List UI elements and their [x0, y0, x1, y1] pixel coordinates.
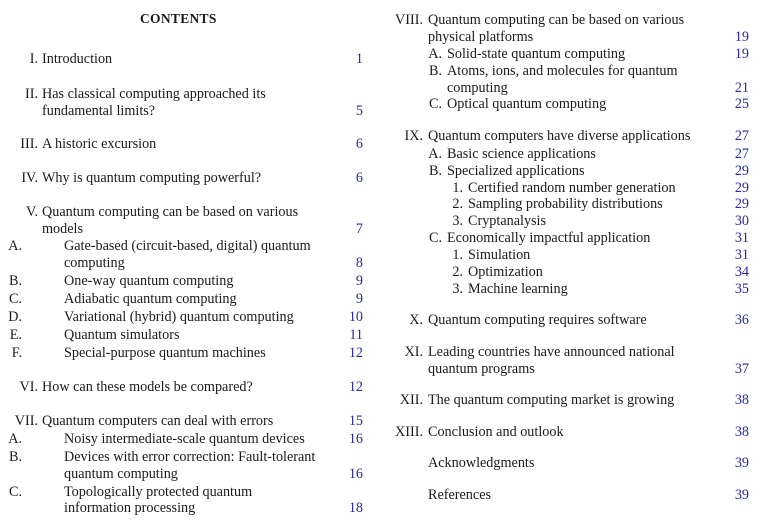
- section-title: information processing: [64, 500, 196, 516]
- page-number[interactable]: 9: [355, 273, 363, 289]
- section-title: Atoms, ions, and molecules for quantum: [447, 63, 678, 79]
- contents-title: CONTENTS: [140, 11, 217, 26]
- section-number: IX.: [404, 128, 423, 144]
- section-number: II.: [25, 86, 38, 102]
- page-number[interactable]: 31: [734, 247, 749, 263]
- page-number[interactable]: 39: [734, 487, 749, 503]
- page-number[interactable]: 39: [734, 455, 749, 471]
- section-title: One-way quantum computing: [64, 273, 234, 289]
- section-title: Variational (hybrid) quantum computing: [64, 309, 294, 325]
- section-number: XIII.: [395, 424, 423, 440]
- section-number: C.: [8, 484, 22, 500]
- section-title: Quantum computing can be based on various: [42, 204, 299, 220]
- section-number: 1.: [452, 180, 463, 196]
- section-number: V.: [26, 204, 38, 220]
- section-number: VI.: [19, 379, 38, 395]
- page-number[interactable]: 6: [355, 170, 363, 186]
- section-title: Machine learning: [468, 281, 568, 297]
- section-title: Certified random number generation: [468, 180, 676, 196]
- section-number: B.: [8, 449, 22, 465]
- page-number[interactable]: 38: [734, 424, 749, 440]
- section-number: A.: [8, 431, 22, 447]
- page-number[interactable]: 35: [734, 281, 749, 297]
- page-number[interactable]: 27: [734, 128, 749, 144]
- section-title: Optimization: [468, 264, 543, 280]
- section-title: How can these models be compared?: [42, 379, 253, 395]
- section-number: 1.: [452, 247, 463, 263]
- page-number[interactable]: 36: [734, 312, 749, 328]
- page-number[interactable]: 12: [348, 345, 363, 361]
- section-title: Simulation: [468, 247, 531, 263]
- section-number: VIII.: [395, 12, 423, 28]
- section-title: Specialized applications: [447, 163, 585, 179]
- section-number: D.: [8, 309, 22, 325]
- section-number: A.: [428, 46, 442, 62]
- section-number: B.: [8, 273, 22, 289]
- page-number[interactable]: 38: [734, 392, 749, 408]
- section-number: IV.: [21, 170, 38, 186]
- page-number[interactable]: 15: [348, 413, 363, 429]
- section-title: Quantum computers have diverse applications: [428, 128, 691, 144]
- section-title: References: [428, 487, 492, 503]
- page-number[interactable]: 29: [734, 196, 749, 212]
- section-title: A historic excursion: [42, 136, 157, 152]
- section-number: 2.: [452, 264, 463, 280]
- section-number: C.: [428, 230, 442, 246]
- page-number[interactable]: 31: [734, 230, 749, 246]
- section-number: XII.: [399, 392, 423, 408]
- section-number: III.: [20, 136, 38, 152]
- section-number: E.: [9, 327, 22, 343]
- section-title: Why is quantum computing powerful?: [42, 170, 262, 186]
- section-title: Quantum computing requires software: [428, 312, 647, 328]
- page-number[interactable]: 19: [734, 46, 749, 62]
- section-title: computing: [64, 255, 125, 271]
- page-number[interactable]: 9: [355, 291, 363, 307]
- page-number[interactable]: 16: [348, 466, 363, 482]
- section-title: Gate-based (circuit-based, digital) quantum: [64, 238, 311, 254]
- section-title: Devices with error correction: Fault-tolerant: [64, 449, 316, 465]
- section-title: Adiabatic quantum computing: [64, 291, 237, 307]
- section-title: Leading countries have announced national: [428, 344, 675, 360]
- page-number[interactable]: 10: [348, 309, 363, 325]
- section-title: Quantum computing can be based on various: [428, 12, 685, 28]
- page-number[interactable]: 1: [355, 51, 363, 67]
- section-title: Quantum computers can deal with errors: [42, 413, 274, 429]
- page-number[interactable]: 5: [355, 103, 363, 119]
- section-title: Basic science applications: [447, 146, 596, 162]
- page-number[interactable]: 30: [734, 213, 749, 229]
- page-number[interactable]: 29: [734, 180, 749, 196]
- page-number[interactable]: 7: [355, 221, 363, 237]
- section-title: Conclusion and outlook: [428, 424, 564, 440]
- page-number[interactable]: 16: [348, 431, 363, 447]
- section-number: XI.: [404, 344, 423, 360]
- section-title: Economically impactful application: [447, 230, 651, 246]
- section-title: Optical quantum computing: [447, 96, 607, 112]
- section-title: Sampling probability distributions: [468, 196, 663, 212]
- section-number: 3.: [452, 213, 463, 229]
- section-title: Cryptanalysis: [468, 213, 547, 229]
- section-title: Quantum simulators: [64, 327, 180, 343]
- section-number: B.: [428, 63, 442, 79]
- page-number[interactable]: 34: [734, 264, 749, 280]
- section-number: A.: [8, 238, 22, 254]
- section-number: I.: [29, 51, 38, 67]
- page-number[interactable]: 8: [355, 255, 363, 271]
- section-title: Noisy intermediate-scale quantum devices: [64, 431, 305, 447]
- page-number[interactable]: 6: [355, 136, 363, 152]
- section-number: VII.: [14, 413, 38, 429]
- section-number: 2.: [452, 196, 463, 212]
- page-number[interactable]: 19: [734, 29, 749, 45]
- section-title: Introduction: [42, 51, 113, 67]
- section-number: F.: [11, 345, 22, 361]
- page-number[interactable]: 27: [734, 146, 749, 162]
- section-title: Special-purpose quantum machines: [64, 345, 266, 361]
- section-title: quantum computing: [64, 466, 178, 482]
- section-title: The quantum computing market is growing: [428, 392, 675, 408]
- page-number[interactable]: 37: [734, 361, 749, 377]
- section-title: Solid-state quantum computing: [447, 46, 626, 62]
- section-number: B.: [428, 163, 442, 179]
- section-title: Acknowledgments: [428, 455, 535, 471]
- page-number[interactable]: 21: [734, 80, 749, 96]
- section-title: models: [42, 221, 83, 237]
- section-title: quantum programs: [428, 361, 535, 377]
- page-number[interactable]: 18: [348, 500, 363, 516]
- section-title: fundamental limits?: [42, 103, 156, 119]
- page-number[interactable]: 12: [348, 379, 363, 395]
- section-number: C.: [428, 96, 442, 112]
- section-title: Topologically protected quantum: [64, 484, 253, 500]
- section-number: 3.: [452, 281, 463, 297]
- section-title: Has classical computing approached its: [42, 86, 266, 102]
- page-number[interactable]: 11: [349, 327, 363, 343]
- section-title: physical platforms: [428, 29, 534, 45]
- page-number[interactable]: 25: [734, 96, 749, 112]
- page-number[interactable]: 29: [734, 163, 749, 179]
- section-number: X.: [409, 312, 423, 328]
- section-number: A.: [428, 146, 442, 162]
- section-number: C.: [8, 291, 22, 307]
- section-title: computing: [447, 80, 508, 96]
